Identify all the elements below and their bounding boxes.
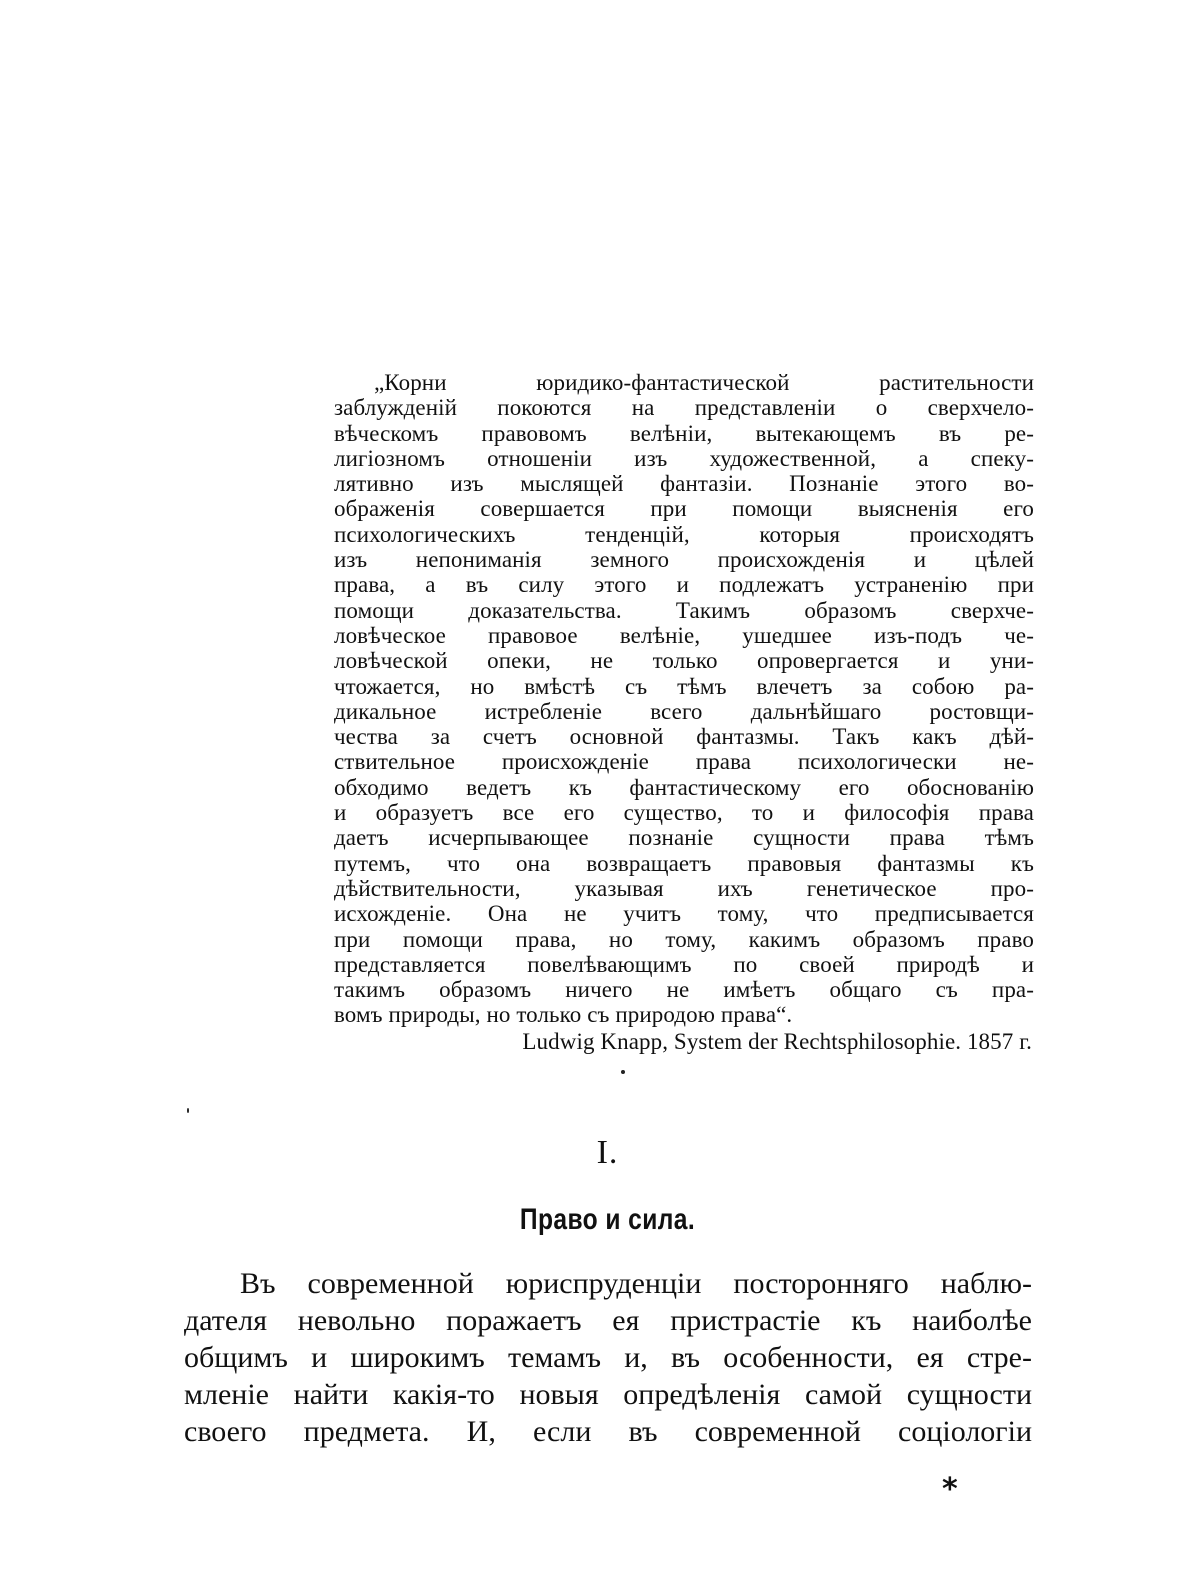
- epigraph-line: чтожается, но вмѣстѣ съ тѣмъ влечетъ за собою ра-: [334, 673, 1034, 699]
- epigraph-line: психологическихъ тенденцій, которыя происходятъ: [334, 521, 1034, 547]
- body-line: Въ современной юриспруденціи посторонняго наблю-: [240, 1267, 1032, 1300]
- body-text: [184, 1265, 1032, 1450]
- epigraph-line: при помощи права, но тому, какимъ образомъ право: [334, 926, 1034, 952]
- epigraph-attribution: Ludwig Knapp, System der Rechtsphilosophie. 1857 г.: [522, 1028, 1032, 1054]
- epigraph-line: права, а въ силу этого и подлежатъ устраненію при: [334, 572, 1034, 598]
- epigraph-line: лигіозномъ отношеніи изъ художественной, а спеку-: [334, 445, 1034, 471]
- epigraph-line: дѣйствительности, указывая ихъ генетическое про-: [334, 875, 1034, 901]
- epigraph-line: представляется повелѣвающимъ по своей природѣ и: [334, 951, 1034, 977]
- epigraph-line: вомъ природы, но только съ природою права“.: [334, 1002, 793, 1028]
- print-speck: [621, 1070, 625, 1074]
- epigraph-line: вѣческомъ правовомъ велѣніи, вытекающемъ въ ре-: [334, 420, 1034, 446]
- body-line: мленіе найти какія-то новыя опредѣленія самой сущности: [184, 1378, 1032, 1411]
- body-line: дателя невольно поражаетъ ея пристрастіе къ наиболѣе: [184, 1304, 1032, 1337]
- epigraph-line: изъ непониманія земного происхожденія и цѣлей: [334, 547, 1034, 573]
- body-line: своего предмета. И, если въ современной соціологіи: [184, 1415, 1032, 1448]
- body-line: общимъ и широкимъ темамъ и, въ особенности, ея стре-: [184, 1341, 1032, 1374]
- epigraph-line: чества за счетъ основной фантазмы. Такъ какъ дѣй-: [334, 724, 1034, 750]
- epigraph-line: лятивно изъ мыслящей фантазіи. Познаніе этого во-: [334, 471, 1034, 497]
- epigraph-line: исхожденіе. Она не учитъ тому, что предписывается: [334, 901, 1034, 927]
- signature-mark: *: [942, 1472, 958, 1507]
- chapter-title: Право и сила.: [519, 1203, 696, 1236]
- epigraph-line: „Корни юридико-фантастической растительности: [374, 370, 1034, 395]
- print-speck: [187, 1108, 189, 1113]
- chapter-number: I.: [596, 1134, 619, 1171]
- epigraph-line: помощи доказательства. Такимъ образомъ сверхче-: [334, 597, 1034, 623]
- epigraph-line: обходимо ведетъ къ фантастическому его обоснованію: [334, 774, 1034, 800]
- epigraph-line: такимъ образомъ ничего не имѣетъ общаго съ пра-: [334, 977, 1034, 1003]
- epigraph-line: заблужденій покоются на представленіи о сверхчело-: [334, 395, 1034, 421]
- epigraph-line: ловѣческой опеки, не только опровергается и уни-: [334, 648, 1034, 674]
- epigraph-line: даетъ исчерпывающее познаніе сущности права тѣмъ: [334, 825, 1034, 851]
- epigraph-line: ловѣческое правовое велѣніе, ушедшее изъ-подъ че-: [334, 622, 1034, 648]
- epigraph-line: ствительное происхожденіе права психологически не-: [334, 749, 1034, 775]
- epigraph-line: дикальное истребленіе всего дальнѣйшаго ростовщи-: [334, 698, 1034, 724]
- epigraph: [334, 370, 1034, 1054]
- epigraph-line: ображенія совершается при помощи выясненія его: [334, 496, 1034, 522]
- epigraph-line: и образуетъ все его существо, то и философія права: [334, 800, 1034, 826]
- epigraph-line: путемъ, что она возвращаетъ правовыя фантазмы къ: [334, 850, 1034, 876]
